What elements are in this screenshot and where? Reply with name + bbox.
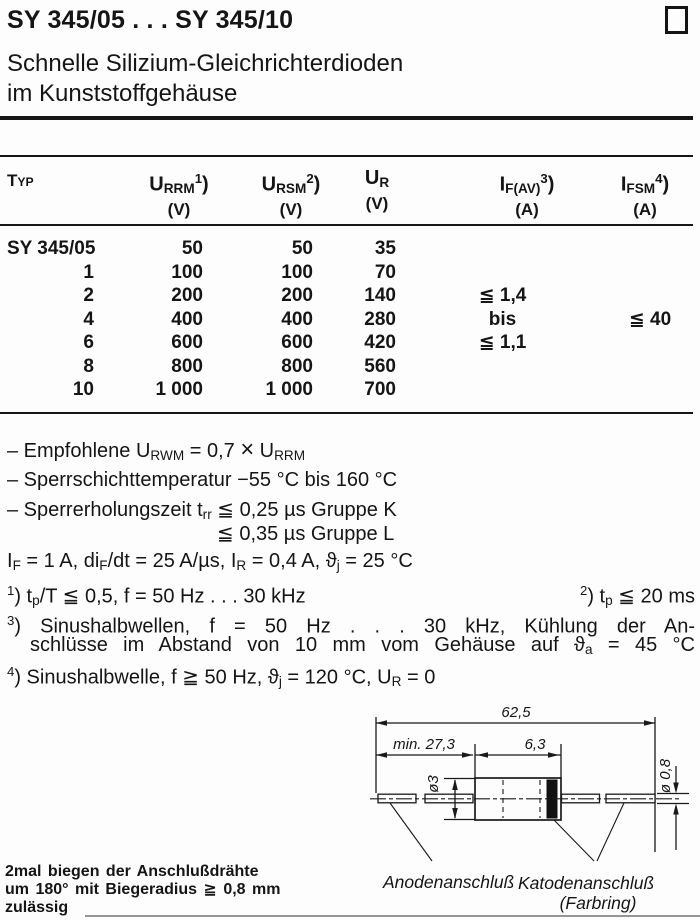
cell-ifav: ≦ 1,1: [478, 332, 527, 353]
col-header-ifsm: [585, 167, 700, 220]
anode-label: Anodenanschluß: [383, 872, 515, 892]
note-junction-temp: – Sperrschichttemperatur −55 °C bis 160 °C: [7, 469, 398, 491]
col-header-ifsm-name: IFSM$^4$): [620, 171, 670, 197]
bend-note-line-3: zulässig: [5, 899, 69, 916]
footnote-1: $^1$) tp/T ≦ 0,5, f = 50 Hz . . . 30 kHz: [7, 583, 306, 609]
table-row: [0, 238, 700, 262]
table-row: [0, 309, 700, 333]
dim-body-diameter: ø3: [425, 775, 442, 793]
footnote-3-line-2: schlüsse im Abstand von 10 mm vom Gehäuse auf ϑa = 45 °C: [30, 634, 696, 657]
cell-ur: 700: [364, 379, 396, 400]
cell-ursm: 200: [281, 285, 313, 306]
footnote-4: $^4$) Sinushalbwelle, f ≧ 50 Hz, ϑj = 120 °C, UR = 0: [7, 664, 436, 690]
dim-lead-length: min. 27,3: [393, 736, 455, 753]
corner-box-icon: [665, 6, 688, 34]
table-row: [0, 332, 700, 356]
bend-note-line-2: um 180° mit Biegeradius ≧ 0,8 mm: [5, 881, 281, 898]
dim-total-length: 62,5: [501, 704, 531, 721]
col-header-ur: [317, 167, 437, 214]
cell-urrm: 800: [171, 355, 203, 377]
cell-urrm: 400: [171, 308, 203, 330]
col-header-urrm-unit: (V): [167, 200, 191, 220]
table-row: [0, 379, 700, 403]
note-recovery-time-l: ≦ 0,35 µs Gruppe L: [217, 523, 395, 545]
table-row: [0, 285, 700, 309]
cell-ursm: 50: [291, 238, 313, 259]
cell-urrm: 50: [181, 238, 203, 259]
page-subtitle: [7, 49, 403, 109]
subtitle-line-1: Schnelle Silizium-Gleichrichterdioden: [7, 50, 404, 77]
footnote-2: $^2$) tp ≦ 20 ms: [579, 583, 695, 609]
cell-typ: 1: [83, 261, 94, 283]
subtitle-line-2: im Kunststoffgehäuse: [7, 80, 238, 107]
note-recovery-time-k: – Sperrerholungszeit trr ≦ 0,25 µs Gruppe K: [7, 499, 397, 522]
col-header-ifav: [467, 167, 587, 220]
footnote-3-line-1: $^3$) Sinushalbwellen, f = 50 Hz . . . 30 kHz, Kühlung der An-: [7, 613, 695, 638]
table-bottom-rule: [0, 412, 693, 414]
col-header-ursm-unit: (V): [279, 200, 303, 220]
cell-ur: 70: [374, 261, 396, 283]
cell-urrm: 1 000: [155, 379, 203, 400]
page-title: SY 345/05 . . . SY 345/10: [7, 6, 294, 34]
dim-body-length: 6,3: [524, 736, 546, 753]
cell-urrm: 100: [171, 261, 203, 283]
col-header-typ: TYP: [7, 171, 34, 190]
col-header-urrm: [119, 167, 239, 220]
cell-typ: 8: [83, 355, 94, 377]
bend-note-line-1: 2mal biegen der Anschlußdrähte: [5, 863, 259, 880]
table-row: [0, 262, 700, 286]
anode-leader-line: [390, 803, 432, 861]
cathode-leader-line-1: [554, 820, 594, 861]
cell-typ: 2: [83, 285, 94, 306]
note-urwm: – Empfohlene URWM = 0,7 × URRM: [7, 437, 306, 463]
cathode-label-line-2: (Farbring): [559, 893, 637, 913]
table-body: [0, 238, 700, 403]
cell-typ: 6: [83, 332, 94, 353]
bend-note: [5, 863, 280, 917]
cell-urrm: 600: [171, 332, 203, 353]
cell-ursm: 600: [281, 332, 313, 353]
cell-ursm: 400: [281, 308, 313, 330]
cell-urrm: 200: [171, 285, 203, 306]
conditions-line: IF = 1 A, diF/dt = 25 A/µs, IR = 0,4 A, ϑj = 25 °C: [7, 550, 413, 573]
package-drawing: [356, 692, 696, 872]
col-header-ifsm-unit: (A): [633, 200, 657, 220]
col-header-urrm-name: URRM$^1$): [149, 171, 209, 197]
cell-ifav: ≦ 1,4: [478, 285, 527, 306]
cell-typ: SY 345/05: [7, 238, 96, 259]
cell-ur: 140: [364, 285, 396, 306]
cell-typ: 4: [83, 308, 94, 330]
cell-ur: 35: [374, 238, 396, 259]
table-row: [0, 356, 700, 380]
cell-typ: 10: [72, 379, 94, 400]
cell-ur: 420: [364, 332, 396, 353]
col-header-ifav-unit: (A): [515, 200, 539, 220]
dim-wire-diameter: ø 0,8: [657, 758, 674, 794]
cell-ur: 560: [364, 355, 396, 377]
cell-ursm: 100: [281, 261, 313, 283]
cathode-label: [518, 873, 678, 913]
header-rule: [0, 116, 693, 120]
cell-ifav: bis: [488, 308, 517, 330]
cell-ursm: 1 000: [265, 379, 313, 400]
cell-ifsm: ≦ 40: [628, 308, 672, 330]
cell-ursm: 800: [281, 355, 313, 377]
col-header-ur-name: UR: [364, 167, 390, 190]
table-header-rule: [0, 224, 693, 226]
cell-ur: 280: [364, 308, 396, 330]
cathode-label-line-1: Katodenanschluß: [518, 873, 655, 893]
bottom-edge-rule: [85, 915, 700, 917]
col-header-ifav-name: IF(AV)$^3$): [499, 171, 555, 197]
col-header-ur-unit: (V): [365, 193, 389, 213]
cathode-leader-line-2: [597, 803, 624, 861]
table-top-rule: [0, 155, 693, 157]
col-header-ursm-name: URSM$^2$): [261, 171, 321, 197]
